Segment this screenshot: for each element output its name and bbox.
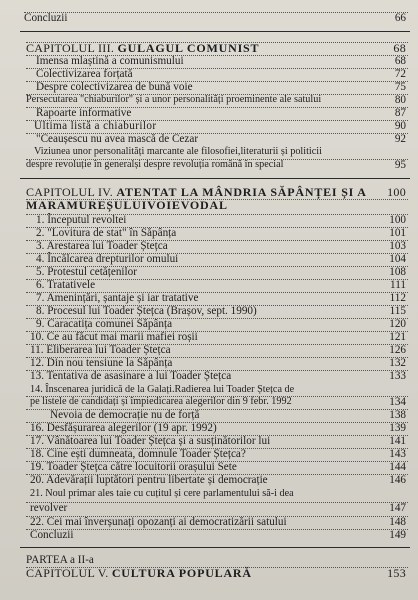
chapter-5-prefix: CAPITOLUL V. [26,566,109,580]
toc-entry-page: 80 [394,94,406,106]
toc-entry [26,240,408,252]
toc-entry-page: 134 [389,396,406,408]
toc-entry-page: 112 [389,292,406,304]
toc-entry-page: 95 [394,159,406,171]
chapter-5-title: CULTURA POPULARĂ [111,566,252,580]
toc-entry [26,461,408,473]
toc-entry-label: 16. Desfășurarea alegerilor (19 apr. 1992) [30,422,217,434]
toc-entry-label: Despre colectivizarea de bună voie [36,81,193,93]
toc-entry-label: pe listele de candidați și împiedicarea alegerilor din 9 febr. 1992 [30,396,292,407]
toc-entry-label: 20. Adevărații luptători pentru libertate și democrație [30,474,268,486]
toc-entry-page: 143 [389,448,406,460]
toc-entry-label: 4. Încălcarea drepturilor omului [36,253,179,265]
toc-entry [26,120,408,132]
toc-entry-label: 8. Procesul lui Toader Ștețca (Brașov, sept. 1990) [36,305,257,317]
toc-entry-label: 10. Ce au făcut mai marii mafiei roșii [30,331,198,343]
toc-entry-page: 104 [389,253,406,265]
toc-entry [26,214,408,226]
toc-entry-page: 100 [389,214,406,226]
toc-entry-label: 5. Protestul cetățenilor [36,266,137,278]
toc-entry-page: 148 [389,516,406,528]
toc-entry-label: 17. Vânătoarea lui Toader Ștețca și a susținătorilor lui [30,435,271,447]
toc-entry-label: 13. Tentativa de asasinare a lui Toader Ștețca [30,370,232,382]
chapter-4-title-line1: ATENTAT LA MÂNDRIA SĂPÂNȚEI ȘI A [116,185,367,199]
chapter-3-prefix: CAPITOLUL III. [26,41,115,55]
chapter-5-heading [26,566,408,580]
toc-entry-label: 22. Cei mai înverșunați opozanți ai democratizării satului [30,516,287,528]
toc-entry-label: 3. Arestarea lui Toader Ștețca [36,240,168,252]
toc-entry-page: 141 [389,435,406,447]
toc-entry [26,55,408,67]
chapter-4-prefix: CAPITOLUL IV. [26,185,114,199]
toc-entry [26,318,408,330]
toc-entry-label: "Ceaușescu nu avea mască de Cezar [36,133,199,145]
chapter-3-title: GULAGUL COMUNIST [117,41,260,55]
toc-entry-page: 149 [389,529,406,541]
toc-entry-page: 111 [390,279,406,291]
toc-entry [26,502,408,514]
toc-entry-page: 139 [389,422,406,434]
toc-entry [26,370,408,382]
toc-entry-label: Nevoia de democrație nu de forță [50,409,200,421]
toc-entry [26,81,408,93]
toc-entry [26,159,408,171]
toc-entry-label: 9. Caracatița comunei Săpânța [36,318,173,330]
section-divider [20,31,410,32]
toc-entry [26,396,408,408]
toc-entry [26,516,408,528]
toc-entry [26,409,408,421]
toc-entry-label: Colectivizarea forțată [36,68,133,80]
toc-entry-label: Imensa mlaștină a comunismului [36,55,184,67]
toc-entry-label: 11. Eliberarea lui Toader Ștețca [30,344,171,356]
toc-entry-label: 12. Din nou tensiune la Săpânța [30,357,173,369]
toc-entry [26,266,408,278]
toc-entry-label: 2. "Lovitura de stat" în Săpânța [36,227,177,239]
toc-entry [26,529,408,541]
toc-entry-label: Concluzii [30,529,74,541]
toc-entry-label: Ultima listă a chiaburilor [34,120,157,132]
section-divider [20,547,410,548]
chapter-5-page: 153 [387,566,406,580]
toc-entry-page: 120 [389,318,406,330]
toc-entry [26,422,408,434]
toc-entry-page: 133 [389,370,406,382]
toc-entry-page: 72 [394,68,406,80]
toc-entry-label: 14. Înscenarea juridică de la Galați.Radierea lui Toader Ștețca de [30,384,295,395]
chapter-3-page: 68 [393,41,406,55]
toc-entry-label: Persecutarea "chiaburilor" și a unor personalități proeminente ale satului [26,94,322,105]
toc-entry [26,253,408,265]
toc-entry-page: 75 [394,81,406,93]
toc-entry-label: 19. Toader Ștețca către locuitorii orașului Sete [30,461,237,473]
toc-entry-page: 138 [389,409,406,421]
toc-entry-page: 121 [389,331,406,343]
toc-entry [26,279,408,291]
toc-entry [26,448,408,460]
toc-entry-page: 146 [389,474,406,486]
toc-entry [26,227,408,239]
toc-entry [26,133,408,145]
toc-entry-label: Concluzii [24,12,68,24]
toc-entry-page: 66 [394,12,406,24]
toc-entry [26,305,408,317]
toc-entry-page: 144 [389,461,406,473]
toc-entry-label: Rapoarte informative [36,107,132,119]
chapter-3-heading [26,41,408,55]
toc-entry [26,292,408,304]
toc-entry [26,435,408,447]
toc-entry-page: 126 [389,344,406,356]
toc-entry [26,107,408,119]
toc-entry-page: 92 [394,133,406,145]
section-divider [20,178,410,179]
toc-entry-label: 1. Începutul revoltei [36,214,127,226]
toc-entry-label: despre revoluție în generalși despre revoluția română în special [26,159,284,170]
toc-entry [26,474,408,486]
toc-entry-page: 132 [389,357,406,369]
toc-entry-page: 90 [394,120,406,132]
toc-entry-page: 68 [394,55,406,67]
toc-entry-label: revolver [30,502,68,514]
toc-entry-label: 18. Cine ești dumneata, domnule Toader Ștețca? [30,448,246,460]
toc-entry-concluzii-top [24,12,408,24]
toc-entry-page: 108 [389,266,406,278]
toc-entry-page: 147 [389,502,406,514]
chapter-4-page: 100 [387,185,406,199]
toc-entry [26,331,408,343]
toc-entry-page: 103 [389,240,406,252]
toc-entry [26,357,408,369]
part-2-label-text: PARTEA a II-a [26,554,94,566]
toc-entry-label: 6. Tratativele [36,279,96,291]
toc-entry [26,94,408,106]
toc-entry [26,68,408,80]
toc-entry-page: 115 [389,305,406,317]
toc-entry-label: Viziunea unor personalități marcante ale filosofiei,literaturii și politicii [34,146,322,157]
toc-entry [26,344,408,356]
toc-entry-label: 7. Amenințări, șantaje și iar tratative [36,292,199,304]
chapter-4-title-line2: MARAMUREȘULUIVOIEVODAL [26,198,228,212]
toc-entry-page: 87 [394,107,406,119]
toc-entry-page: 101 [389,227,406,239]
toc-entry-label: 21. Noul primar ales taie cu cuțitul și cere parlamentului să-i dea [30,488,294,499]
